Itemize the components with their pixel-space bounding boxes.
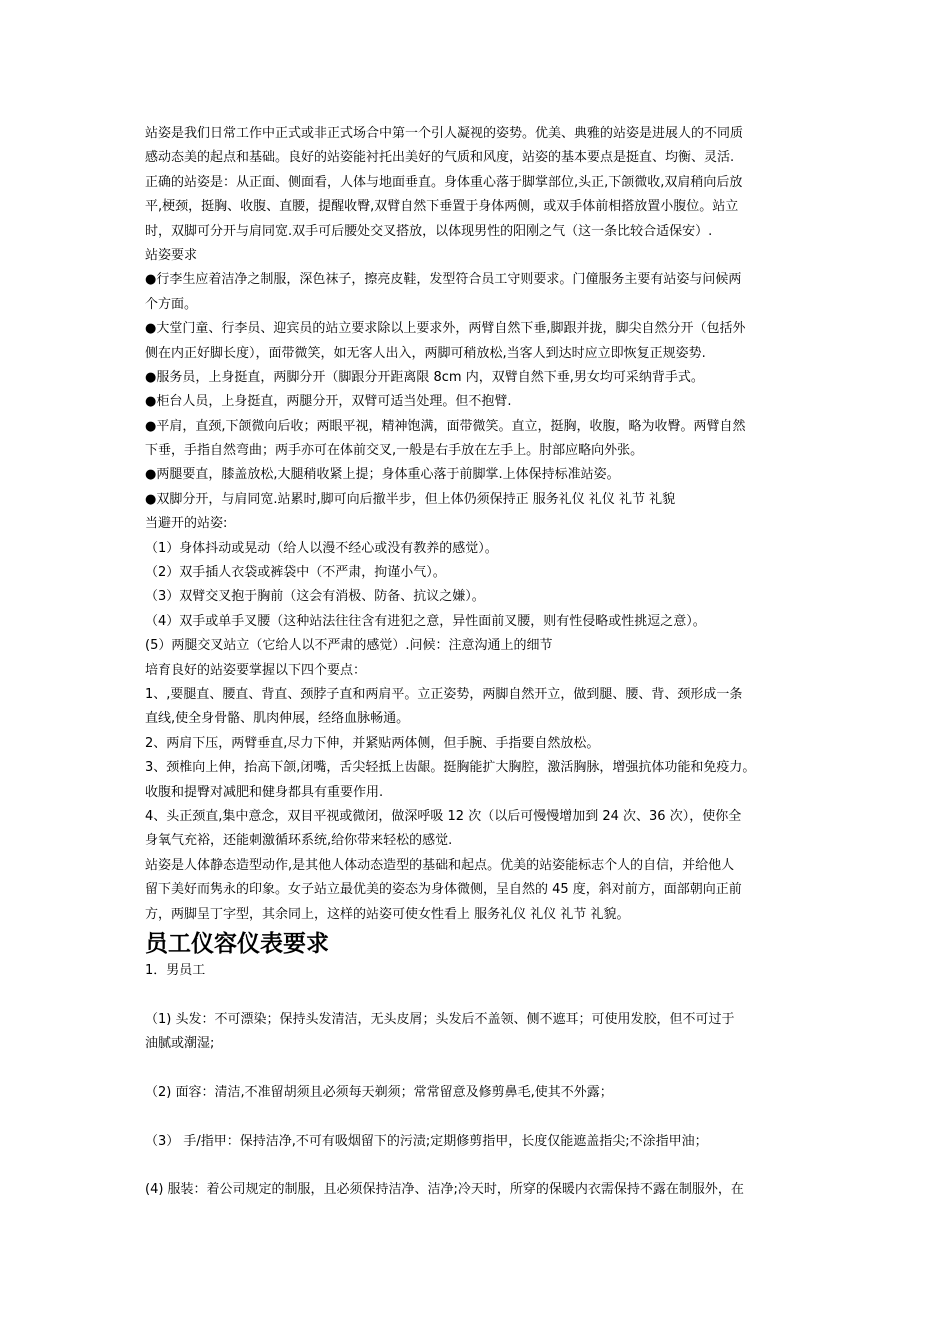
paragraph-line: ●平肩，直颈,下颌微向后收；两眼平视，精神饱满，面带微笑。直立，挺胸，收腹，略为收臀。两臂自然: [145, 418, 746, 434]
spacer: [145, 983, 815, 1007]
paragraph-line: 身氧气充裕，还能刺激循环系统,给你带来轻松的感觉.: [145, 833, 453, 849]
paragraph-line: ●柜台人员，上身挺直，两腿分开，双臂可适当处理。但不抱臂.: [145, 394, 512, 410]
paragraph-line: 站姿是人体静态造型动作,是其他人体动态造型的基础和起点。优美的站姿能标志个人的自信，并给他人: [145, 857, 735, 873]
paragraph-line: (5）两腿交叉站立（它给人以不严肃的感觉）.问候：注意沟通上的细节: [145, 638, 553, 654]
paragraph-line: （1）身体抖动或晃动（给人以漫不经心或没有教养的感觉）。: [145, 540, 498, 556]
paragraph-line: 4、头正颈直,集中意念，双目平视或微闭，做深呼吸 12 次（以后可慢慢增加到 24 次、36 次），使你全: [145, 808, 742, 824]
paragraph-line: ●行李生应着洁净之制服，深色袜子，擦亮皮鞋，发型符合员工守则要求。门僮服务主要有站姿与问候两: [145, 272, 742, 288]
item-face: （2) 面容：清洁,不准留胡须且必须每天剃须；常常留意及修剪鼻毛,使其不外露；: [145, 1084, 613, 1100]
item-nails: （3） 手/指甲：保持洁净,不可有吸烟留下的污渍;定期修剪指甲，长度仅能遮盖指尖;不涂指甲油；: [145, 1133, 708, 1149]
subheading-male-staff: 1．男员工: [145, 962, 206, 978]
paragraph-line: 时，双脚可分开与肩同宽.双手可后腰处交叉搭放，以体现男性的阳刚之气（这一条比较合适保安）.: [145, 223, 713, 239]
paragraph-line: ●服务员，上身挺直，两脚分开（脚跟分开距离限 8cm 内，双臂自然下垂,男女均可采纳背手式。: [145, 369, 704, 385]
paragraph-line: 平,梗颈，挺胸、收腹、直腰，提醒收臀,双臂自然下垂置于身体两侧，或双手体前相搭放置小腹位。站立: [145, 199, 739, 215]
paragraph-line: 直线,使全身骨骼、肌肉伸展，经络血脉畅通。: [145, 711, 410, 727]
document-page: [145, 122, 815, 1203]
paragraph-line: 下垂，手指自然弯曲；两手亦可在体前交叉,一般是右手放在左手上。肘部应略向外张。: [145, 443, 644, 459]
paragraph-line: 3、颈椎向上伸，抬高下颌,闭嘴，舌尖轻抵上齿龈。挺胸能扩大胸腔，激活胸脉，增强抗体功能和免疫力。: [145, 760, 756, 776]
spacer: [145, 1056, 815, 1080]
paragraph-line: 当避开的站姿:: [145, 516, 228, 532]
paragraph-line: 2、两肩下压，两臂垂直,尽力下伸，并紧贴两体侧，但手腕、手指要自然放松。: [145, 735, 600, 751]
paragraph-line: 侧在内正好脚长度），面带微笑，如无客人出入，两脚可稍放松,当客人到达时应立即恢复正规姿势.: [145, 345, 706, 361]
paragraph-line: 感动态美的起点和基础。良好的站姿能衬托出美好的气质和风度，站姿的基本要点是挺直、均衡、灵活.: [145, 150, 735, 166]
paragraph-line: （4）双手或单手叉腰（这种站法往往含有进犯之意，异性面前叉腰，则有性侵略或性挑逗之意）。: [145, 613, 706, 629]
paragraph-line: 个方面。: [145, 296, 198, 312]
item-uniform: (4) 服装：着公司规定的制服，且必须保持洁净、洁净;冷天时，所穿的保暖内衣需保持不露在制服外，在: [145, 1182, 744, 1198]
paragraph-line: ●大堂门童、行李员、迎宾员的站立要求除以上要求外，两臂自然下垂,脚跟并拢，脚尖自然分开（包括外: [145, 321, 746, 337]
spacer: [145, 1105, 815, 1129]
paragraph-line: 培育良好的站姿要掌握以下四个要点：: [145, 662, 367, 678]
paragraph-line: 站姿是我们日常工作中正式或非正式场合中第一个引人凝视的姿势。优美、典雅的站姿是进展人的不同质: [145, 126, 744, 141]
item-hair-line-1: （1) 头发：不可漂染；保持头发清洁，无头皮屑；头发后不盖领、侧不遮耳；可使用发胶，但不可过于: [145, 1011, 735, 1027]
paragraph-line: 站姿要求: [145, 247, 198, 263]
paragraph-line: 1、,要腿直、腰直、背直、颈脖子直和两肩平。立正姿势，两脚自然开立，做到腿、腰、背、颈形成一条: [145, 686, 743, 702]
paragraph-line: 方，两脚呈丁字型，其余同上，这样的站姿可使女性看上 服务礼仪 礼仪 礼节 礼貌。: [145, 906, 630, 922]
spacer: [145, 1154, 815, 1178]
paragraph-line: ●双脚分开，与肩同宽.站累时,脚可向后撤半步，但上体仍须保持正 服务礼仪 礼仪 礼节 礼貌: [145, 491, 676, 507]
paragraph-line: （2）双手插人衣袋或裤袋中（不严肃，拘谨小气）。: [145, 565, 446, 581]
paragraph-line: 留下美好而隽永的印象。女子站立最优美的姿态为身体微侧，呈自然的 45 度，斜对前方，面部朝向正前: [145, 882, 742, 898]
paragraph-line: 收腹和提臀对减肥和健身都具有重要作用.: [145, 784, 384, 800]
paragraph-line: （3）双臂交叉抱于胸前（这会有消极、防备、抗议之嫌）。: [145, 589, 485, 605]
paragraph-line: ●两腿要直，膝盖放松,大腿稍收紧上提；身体重心落于前脚掌.上体保持标准站姿。: [145, 467, 620, 483]
section-heading: 员工仪容仪表要求: [145, 930, 329, 957]
standing-posture-section: [145, 122, 815, 927]
item-hair-line-2: 油腻或潮湿;: [145, 1036, 215, 1052]
paragraph-line: 正确的站姿是：从正面、侧面看，人体与地面垂直。身体重心落于脚掌部位,头正,下颌微收,双肩稍向后放: [145, 174, 743, 190]
